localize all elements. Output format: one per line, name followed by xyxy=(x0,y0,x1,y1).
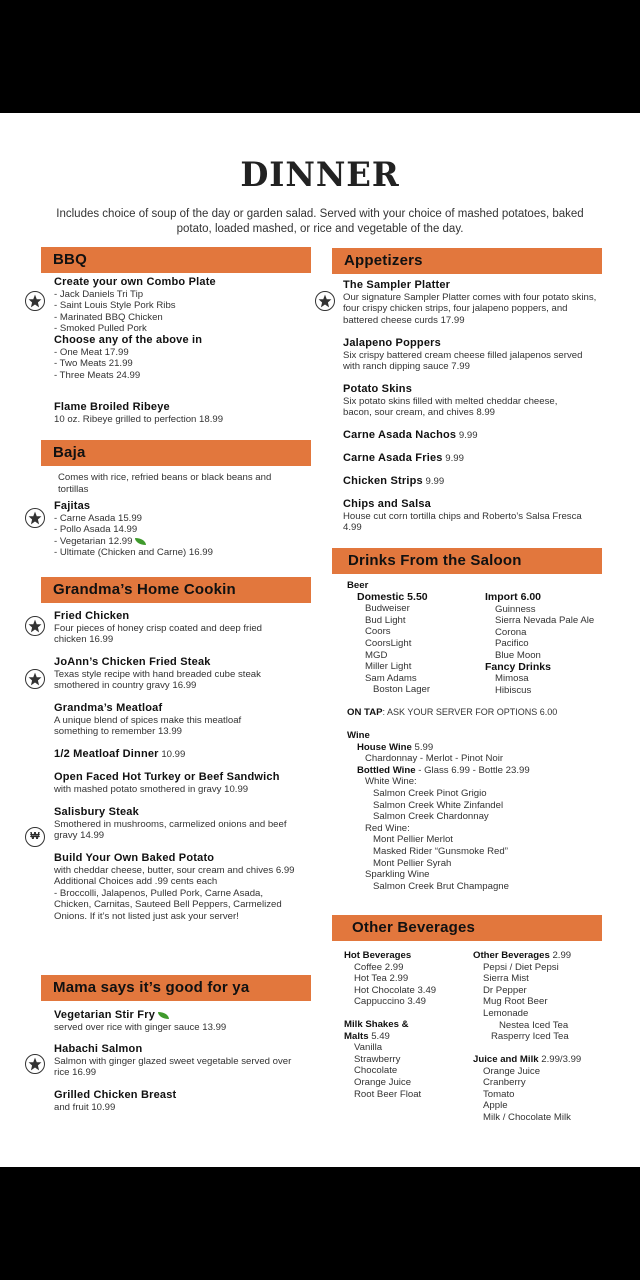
star-icon xyxy=(25,1054,45,1074)
combo-item: - Marinated BBQ Chicken xyxy=(54,311,163,323)
beverage-item: Mug Root Beer xyxy=(483,996,548,1008)
skins-desc: Six potato skins filled with melted cheddar cheese, bacon, sour cream, and chives 8.99 xyxy=(343,395,558,419)
chicken-title: Grilled Chicken Breast xyxy=(54,1089,177,1101)
beer-item: Miller Light xyxy=(365,661,412,673)
wine-item: Salmon Creek Brut Champagne xyxy=(373,880,509,892)
section-saloon-header: Drinks From the Saloon xyxy=(332,548,602,574)
juice-item: Cranberry xyxy=(483,1077,526,1089)
ribeye-title: Flame Broiled Ribeye xyxy=(54,401,170,413)
salisbury-title: Salisbury Steak xyxy=(54,806,139,818)
beverage-item: Nestea Iced Tea xyxy=(499,1019,569,1031)
potato-list: - Broccolli, Jalapenos, Pulled Pork, Carne Asada, Chicken, Carnitas, Sauteed Bell Peppers, Carmelized Onions. If it’s not listed just ask your server! xyxy=(54,887,282,922)
menu-page xyxy=(0,113,640,1167)
joann-title: JoAnn’s Chicken Fried Steak xyxy=(54,656,211,668)
poppers-desc: Six crispy battered cream cheese filled jalapenos served with ranch dipping sauce 7.99 xyxy=(343,349,583,373)
combo-item: - Jack Daniels Tri Tip xyxy=(54,288,144,300)
meatloaf-title: Grandma’s Meatloaf xyxy=(54,702,163,714)
combo-title: Create your own Combo Plate xyxy=(54,276,216,288)
salmon-desc: Salmon with ginger glazed sweet vegetable served over rice 16.99 xyxy=(54,1055,292,1079)
juice-item: Milk / Chocolate Milk xyxy=(483,1111,571,1123)
wine-item: Masked Rider “Gunsmoke Red” xyxy=(373,845,508,857)
section-baja-header: Baja xyxy=(41,440,311,466)
salmon-title: Habachi Salmon xyxy=(54,1043,143,1055)
fajitas-option: - Ultimate (Chicken and Carne) 16.99 xyxy=(54,547,213,559)
house-label: House Wine xyxy=(357,741,412,753)
wine-item: Mont Pellier Merlot xyxy=(373,834,453,846)
potato-item xyxy=(54,853,296,923)
star-icon xyxy=(25,508,45,528)
page-title: DINNER xyxy=(240,155,400,195)
fajitas-option: - Vegetarian 12.99 xyxy=(54,535,133,547)
fried-chicken-item xyxy=(54,611,284,646)
ontap-label: ON TAP xyxy=(347,707,383,718)
section-grandma-header: Grandma’s Home Cookin xyxy=(41,577,311,603)
wine-item: Salmon Creek Chardonnay xyxy=(373,811,489,823)
fries-price: 9.99 xyxy=(445,453,464,464)
shake-item: Strawberry xyxy=(354,1053,401,1065)
ribeye-item xyxy=(54,402,309,425)
section-mama-header: Mama says it’s good for ya xyxy=(41,975,311,1001)
shake-item: Orange Juice xyxy=(354,1076,412,1088)
juice-list xyxy=(473,1054,613,1124)
beer-item: Guinness xyxy=(495,603,536,615)
beer-item: MGD xyxy=(365,649,388,661)
beer-item: Bud Light xyxy=(365,614,406,626)
sampler-desc: Our signature Sampler Platter comes with four potato skins, four crispy chicken strips, four jalapeno poppers, and battered cheese curds 17.99 xyxy=(343,291,597,326)
white-label: White Wine: xyxy=(365,776,417,788)
bottled-label: Bottled Wine xyxy=(357,764,416,776)
choose-title: Choose any of the above in xyxy=(54,333,203,346)
beer-item: Blue Moon xyxy=(495,649,541,661)
beverage-item: Lemonade xyxy=(483,1007,529,1019)
beer-item: Coors xyxy=(365,626,391,638)
beer-label: Beer xyxy=(347,580,369,591)
nachos-item xyxy=(343,430,588,442)
shakes-list xyxy=(344,1019,469,1100)
hot-item: Coffee 2.99 xyxy=(354,961,404,973)
star-icon xyxy=(25,669,45,689)
poppers-title: Jalapeno Poppers xyxy=(343,337,441,349)
import-beer-list xyxy=(485,592,610,696)
shakes-label2: Malts xyxy=(344,1030,369,1042)
stirfry-item xyxy=(54,1010,304,1033)
fries-item xyxy=(343,453,588,465)
otherbev-price: 2.99 xyxy=(552,950,572,961)
fancy-label: Fancy Drinks xyxy=(485,660,551,673)
red-label: Red Wine: xyxy=(365,822,410,834)
meatloaf-item xyxy=(54,703,284,738)
fried-title: Fried Chicken xyxy=(54,610,130,622)
nachos-title: Carne Asada Nachos xyxy=(343,429,457,441)
choose-item: - Three Meats 24.99 xyxy=(54,369,141,381)
choose-item: - One Meat 17.99 xyxy=(54,346,129,358)
combo-item: - Saint Louis Style Pork Ribs xyxy=(54,300,176,312)
beverage-item: Pepsi / Diet Pepsi xyxy=(483,961,559,973)
turkey-title: Open Faced Hot Turkey or Beef Sandwich xyxy=(54,771,280,783)
beer-item: Boston Lager xyxy=(373,684,431,696)
salmon-item xyxy=(54,1044,299,1079)
shake-item: Vanilla xyxy=(354,1042,383,1054)
section-other-header: Other Beverages xyxy=(332,915,602,941)
turkey-desc: with mashed potato smothered in gravy 10.99 xyxy=(54,783,249,795)
half-price: 10.99 xyxy=(161,749,186,760)
beverage-item: Dr Pepper xyxy=(483,984,527,996)
combo-item: - Smoked Pulled Pork xyxy=(54,323,147,335)
shake-item: Root Beer Float xyxy=(354,1088,422,1100)
sampler-item xyxy=(343,280,598,326)
joann-item xyxy=(54,657,284,692)
grilled-chicken-item xyxy=(54,1090,299,1113)
leaf-icon xyxy=(135,538,146,545)
section-bbq-header: BBQ xyxy=(41,247,311,273)
skins-item xyxy=(343,384,588,419)
strips-price: 9.99 xyxy=(425,476,445,487)
beer-item: CoorsLight xyxy=(365,637,412,649)
chips-title: Chips and Salsa xyxy=(343,498,431,510)
gluten-free-icon: ₩ xyxy=(25,827,45,847)
choose-item: - Two Meats 21.99 xyxy=(54,358,133,370)
beer-item: Budweiser xyxy=(365,603,410,615)
juice-label: Juice and Milk xyxy=(473,1054,539,1065)
wine-item: Salmon Creek Pinot Grigio xyxy=(373,787,487,799)
fajitas-item xyxy=(54,501,309,559)
intro-text: Includes choice of soup of the day or garden salad. Served with your choice of mashed potatoes, baked potato, loaded mashed, or rice and vegetable of the day. xyxy=(56,208,584,235)
salisbury-item xyxy=(54,807,289,842)
chips-item xyxy=(343,499,583,534)
beer-item: Sam Adams xyxy=(365,672,417,684)
ribeye-desc: 10 oz. Ribeye grilled to perfection 18.99 xyxy=(54,413,224,425)
bottled-price: - Glass 6.99 - Bottle 23.99 xyxy=(418,764,530,776)
leaf-icon xyxy=(158,1012,169,1019)
fancy-item: Hibiscus xyxy=(495,684,532,696)
domestic-label: Domestic 5.50 xyxy=(357,590,428,603)
hot-item: Hot Tea 2.99 xyxy=(354,973,409,985)
beer-item: Sierra Nevada Pale Ale xyxy=(495,615,595,627)
juice-item: Orange Juice xyxy=(483,1065,541,1077)
otherbev-label: Other Beverages xyxy=(473,950,550,961)
section-appetizers-header: Appetizers xyxy=(332,248,602,274)
fancy-item: Mimosa xyxy=(495,673,529,685)
sampler-title: The Sampler Platter xyxy=(343,279,451,291)
potato-desc: with cheddar cheese, butter, sour cream and chives 6.99 xyxy=(54,864,295,876)
wine-item: Mont Pellier Syrah xyxy=(373,857,452,869)
juice-item: Tomato xyxy=(483,1088,515,1100)
fajitas-option: - Pollo Asada 14.99 xyxy=(54,524,138,536)
beverage-item: Sierra Mist xyxy=(483,973,529,985)
beer-item: Pacifico xyxy=(495,638,529,650)
juice-price: 2.99/3.99 xyxy=(541,1054,582,1065)
import-label: Import 6.00 xyxy=(485,591,542,603)
nachos-price: 9.99 xyxy=(458,430,478,441)
bbq-combo xyxy=(54,277,309,381)
meatloaf-desc: A unique blend of spices make this meatloaf something to remember 13.99 xyxy=(54,714,242,738)
wine-label: Wine xyxy=(347,730,370,741)
half-meatloaf-item xyxy=(54,749,284,761)
house-items: Chardonnay - Merlot - Pinot Noir xyxy=(365,753,504,765)
strips-title: Chicken Strips xyxy=(343,475,423,487)
wine-list xyxy=(347,730,607,892)
shakes-price: 5.49 xyxy=(371,1030,390,1042)
beer-item: Corona xyxy=(495,626,527,638)
baja-note: Comes with rice, refried beans or black beans and tortillas xyxy=(58,472,272,495)
joann-desc: Texas style recipe with hand breaded cube steak smothered in country gravy 16.99 xyxy=(54,668,261,692)
star-icon xyxy=(25,616,45,636)
skins-title: Potato Skins xyxy=(343,383,413,395)
fries-title: Carne Asada Fries xyxy=(343,452,443,464)
house-price: 5.99 xyxy=(414,741,434,753)
chicken-desc: and fruit 10.99 xyxy=(54,1101,116,1113)
shakes-label: Milk Shakes & xyxy=(344,1019,409,1030)
fajitas-title: Fajitas xyxy=(54,500,91,512)
fried-desc: Four pieces of honey crisp coated and deep fried chicken 16.99 xyxy=(54,622,262,646)
poppers-item xyxy=(343,338,583,373)
other-beverages-list xyxy=(473,950,613,1043)
hot-beverages-list xyxy=(344,950,469,1008)
stirfry-title: Vegetarian Stir Fry xyxy=(54,1009,156,1021)
beverage-item: Rasperry Iced Tea xyxy=(491,1031,569,1043)
ontap-line xyxy=(347,707,607,719)
star-icon xyxy=(315,291,335,311)
sparkling-label: Sparkling Wine xyxy=(365,869,430,881)
hot-item: Cappuccino 3.49 xyxy=(354,996,427,1008)
fajitas-option: - Carne Asada 15.99 xyxy=(54,512,143,524)
chips-desc: House cut corn tortilla chips and Roberto’s Salsa Fresca 4.99 xyxy=(343,510,582,534)
shake-item: Chocolate xyxy=(354,1065,398,1077)
hot-item: Hot Chocolate 3.49 xyxy=(354,984,437,996)
juice-item: Apple xyxy=(483,1100,508,1112)
salisbury-desc: Smothered in mushrooms, carmelized onions and beef gravy 14.99 xyxy=(54,818,287,842)
turkey-item xyxy=(54,772,314,795)
star-icon xyxy=(25,291,45,311)
stirfry-desc: served over rice with ginger sauce 13.99 xyxy=(54,1021,227,1033)
hot-label: Hot Beverages xyxy=(344,950,412,961)
domestic-beer-list xyxy=(347,580,482,696)
wine-item: Salmon Creek White Zinfandel xyxy=(373,799,504,811)
ontap-text: : ASK YOUR SERVER FOR OPTIONS 6.00 xyxy=(382,707,558,717)
half-title: 1/2 Meatloaf Dinner xyxy=(54,748,159,760)
strips-item xyxy=(343,476,588,488)
potato-add: Additional Choices add .99 cents each xyxy=(54,876,218,888)
potato-title: Build Your Own Baked Potato xyxy=(54,852,215,864)
